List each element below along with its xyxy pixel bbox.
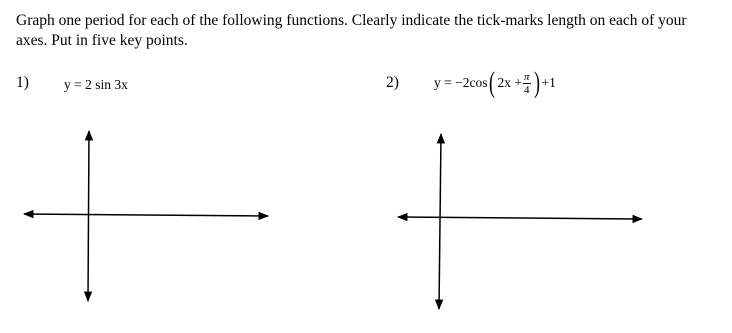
fn2-suffix: +1 xyxy=(541,75,556,90)
close-paren: ) xyxy=(533,66,540,99)
problem-2-number: 2) xyxy=(386,74,399,91)
problem-1-function: y = 2 sin 3x xyxy=(64,77,128,92)
problem-2-x-axis xyxy=(398,217,642,219)
problem-1-number: 1) xyxy=(16,74,29,91)
open-paren: ( xyxy=(489,66,496,99)
instructions-line-2: axes. Put in five key points. xyxy=(16,32,188,49)
problem-1-y-axis xyxy=(88,131,89,301)
fraction-numerator: π xyxy=(523,70,530,83)
instructions-line-1: Graph one period for each of the following functions. Clearly indicate the tick-marks length on each of your xyxy=(16,12,687,29)
fn2-arg: 2x + xyxy=(497,75,522,90)
fn2-prefix: y = −2cos xyxy=(434,75,488,90)
problem-1-x-axis xyxy=(24,214,268,216)
problem-2-y-axis xyxy=(439,134,441,309)
fraction-denominator: 4 xyxy=(523,83,530,96)
